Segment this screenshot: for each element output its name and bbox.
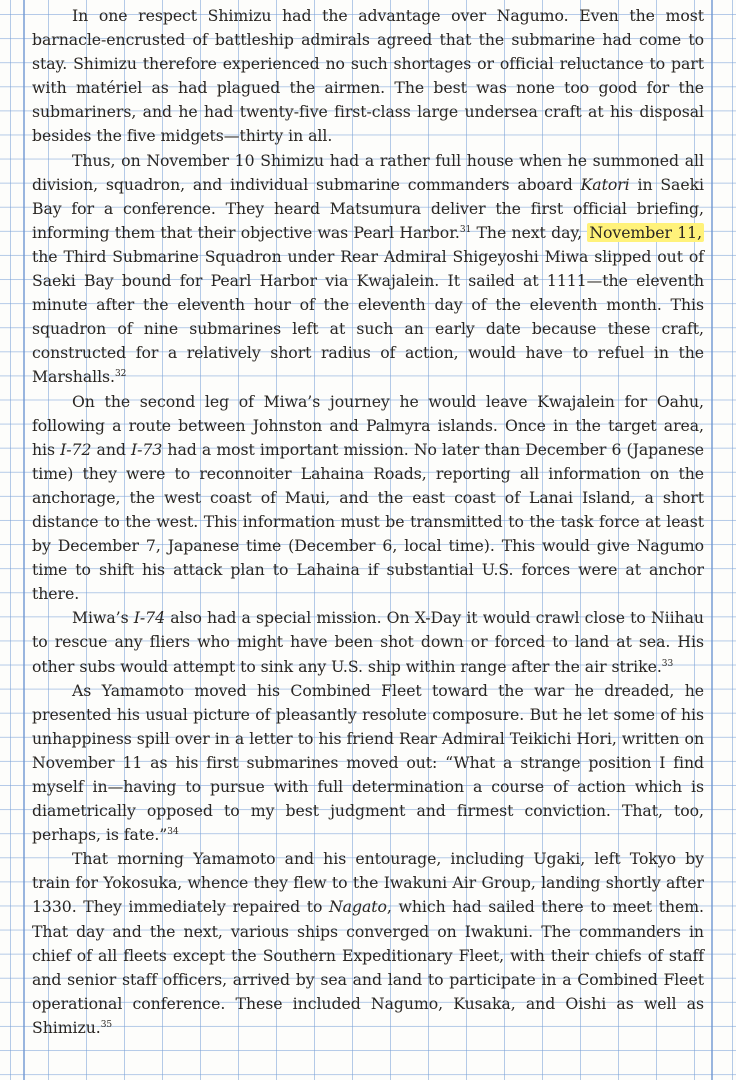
text-run: That morning Yamamoto and his entourage, including Ugaki, left Tokyo by train for Yokosuka, whence they flew to the Iwakuni Air Group, landing shortly after 1330. They immediately repaired to — [32, 849, 704, 917]
right-margin-rule — [711, 0, 713, 1080]
book-page-text — [32, 4, 704, 1040]
footnote-ref: 31 — [459, 224, 472, 235]
text-run: In one respect Shimizu had the advantage over Nagumo. Even the most barnacle-encrusted of battleship admirals agreed that the submarine had come to stay. Shimizu therefore experienced no such shortages or official reluctance to part with matériel as had plagued the airmen. The best was none too good for the submariners, and he had twenty-five first-class large undersea craft at his disposal besides the five midgets—thirty in all. — [32, 6, 704, 146]
italic-name: I-72 — [60, 439, 92, 459]
text-run: , which had sailed there to meet them. That day and the next, various ships converged on Iwakuni. The commanders in chief of all fleets except the Southern Expeditionary Fleet, with their chiefs of staff and senior staff officers, arrived by sea and land to participate in a Combined Fleet operational conference. These included Nagumo, Kusaka, and Oishi as well as Shimizu. — [32, 897, 704, 1037]
paragraph-5 — [32, 679, 704, 848]
footnote-ref: 35 — [100, 1019, 113, 1030]
italic-name: I-73 — [131, 439, 163, 459]
left-margin-rule — [23, 0, 25, 1080]
paragraph-3 — [32, 390, 704, 607]
highlighted-date: November 11, — [589, 222, 703, 242]
text-run: also had a special mission. On X-Day it would crawl close to Niihau to rescue any fliers who might have been shot down or forced to land at sea. His other subs would attempt to sink any U.S. ship within range after the air strike. — [32, 608, 704, 676]
text-run: the Third Submarine Squadron under Rear Admiral Shigeyoshi Miwa slipped out of Saeki Bay bound for Pearl Harbor via Kwajalein. It sailed at 1111—the eleventh minute after the eleventh hour of the eleventh day of the eleventh month. This squadron of nine submarines left at such an early date because these craft, constructed for a relatively short radius of action, would have to refuel in the Marshalls. — [32, 246, 704, 387]
paragraph-1 — [32, 4, 704, 149]
text-run: As Yamamoto moved his Combined Fleet toward the war he dreaded, he presented his usual picture of pleasantly resolute composure. But he let some of his unhappiness spill over in a letter to his friend Rear Admiral Teikichi Hori, written on November 11 as his first submarines moved out: “What a strange position I find myself in—having to pursue with full determination a course of action which is diametrically opposed to my best judgment and firmest conviction. That, too, perhaps, is fate.” — [32, 680, 704, 845]
text-run: in Saeki Bay for a conference. They heard Matsumura deliver the first official briefing, informing them that their objective was Pearl Harbor. — [32, 174, 704, 242]
footnote-ref: 34 — [167, 827, 179, 838]
text-run: The next day, — [471, 222, 588, 242]
footnote-ref: 33 — [661, 658, 674, 669]
italic-name: Katori — [580, 174, 630, 194]
text-run: Thus, on November 10 Shimizu had a rather full house when he summoned all division, squadron, and individual submarine commanders aboard — [32, 150, 704, 194]
footnote-ref: 32 — [115, 369, 127, 380]
text-run: Miwa’s — [72, 608, 134, 628]
paragraph-4 — [32, 606, 704, 678]
italic-name: Nagato — [328, 897, 387, 917]
italic-name: I-74 — [133, 608, 166, 628]
text-run: On the second leg of Miwa’s journey he would leave Kwajalein for Oahu, following a route between Johnston and Palmyra islands. Once in the target area, his — [32, 391, 704, 459]
paragraph-6 — [32, 847, 704, 1040]
paragraph-2 — [32, 149, 704, 390]
text-run: and — [91, 439, 132, 459]
text-run: had a most important mission. No later than December 6 (Japanese time) they were to reconnoiter Lahaina Roads, reporting all information on the anchorage, the west coast of Maui, and the east coast of Lanai Island, a short distance to the west. This information must be transmitted to the task force at least by December 7, Japanese time (December 6, local time). This would give Nagumo time to shift his attack plan to Lahaina if substantial U.S. forces were at anchor there. — [32, 439, 704, 604]
